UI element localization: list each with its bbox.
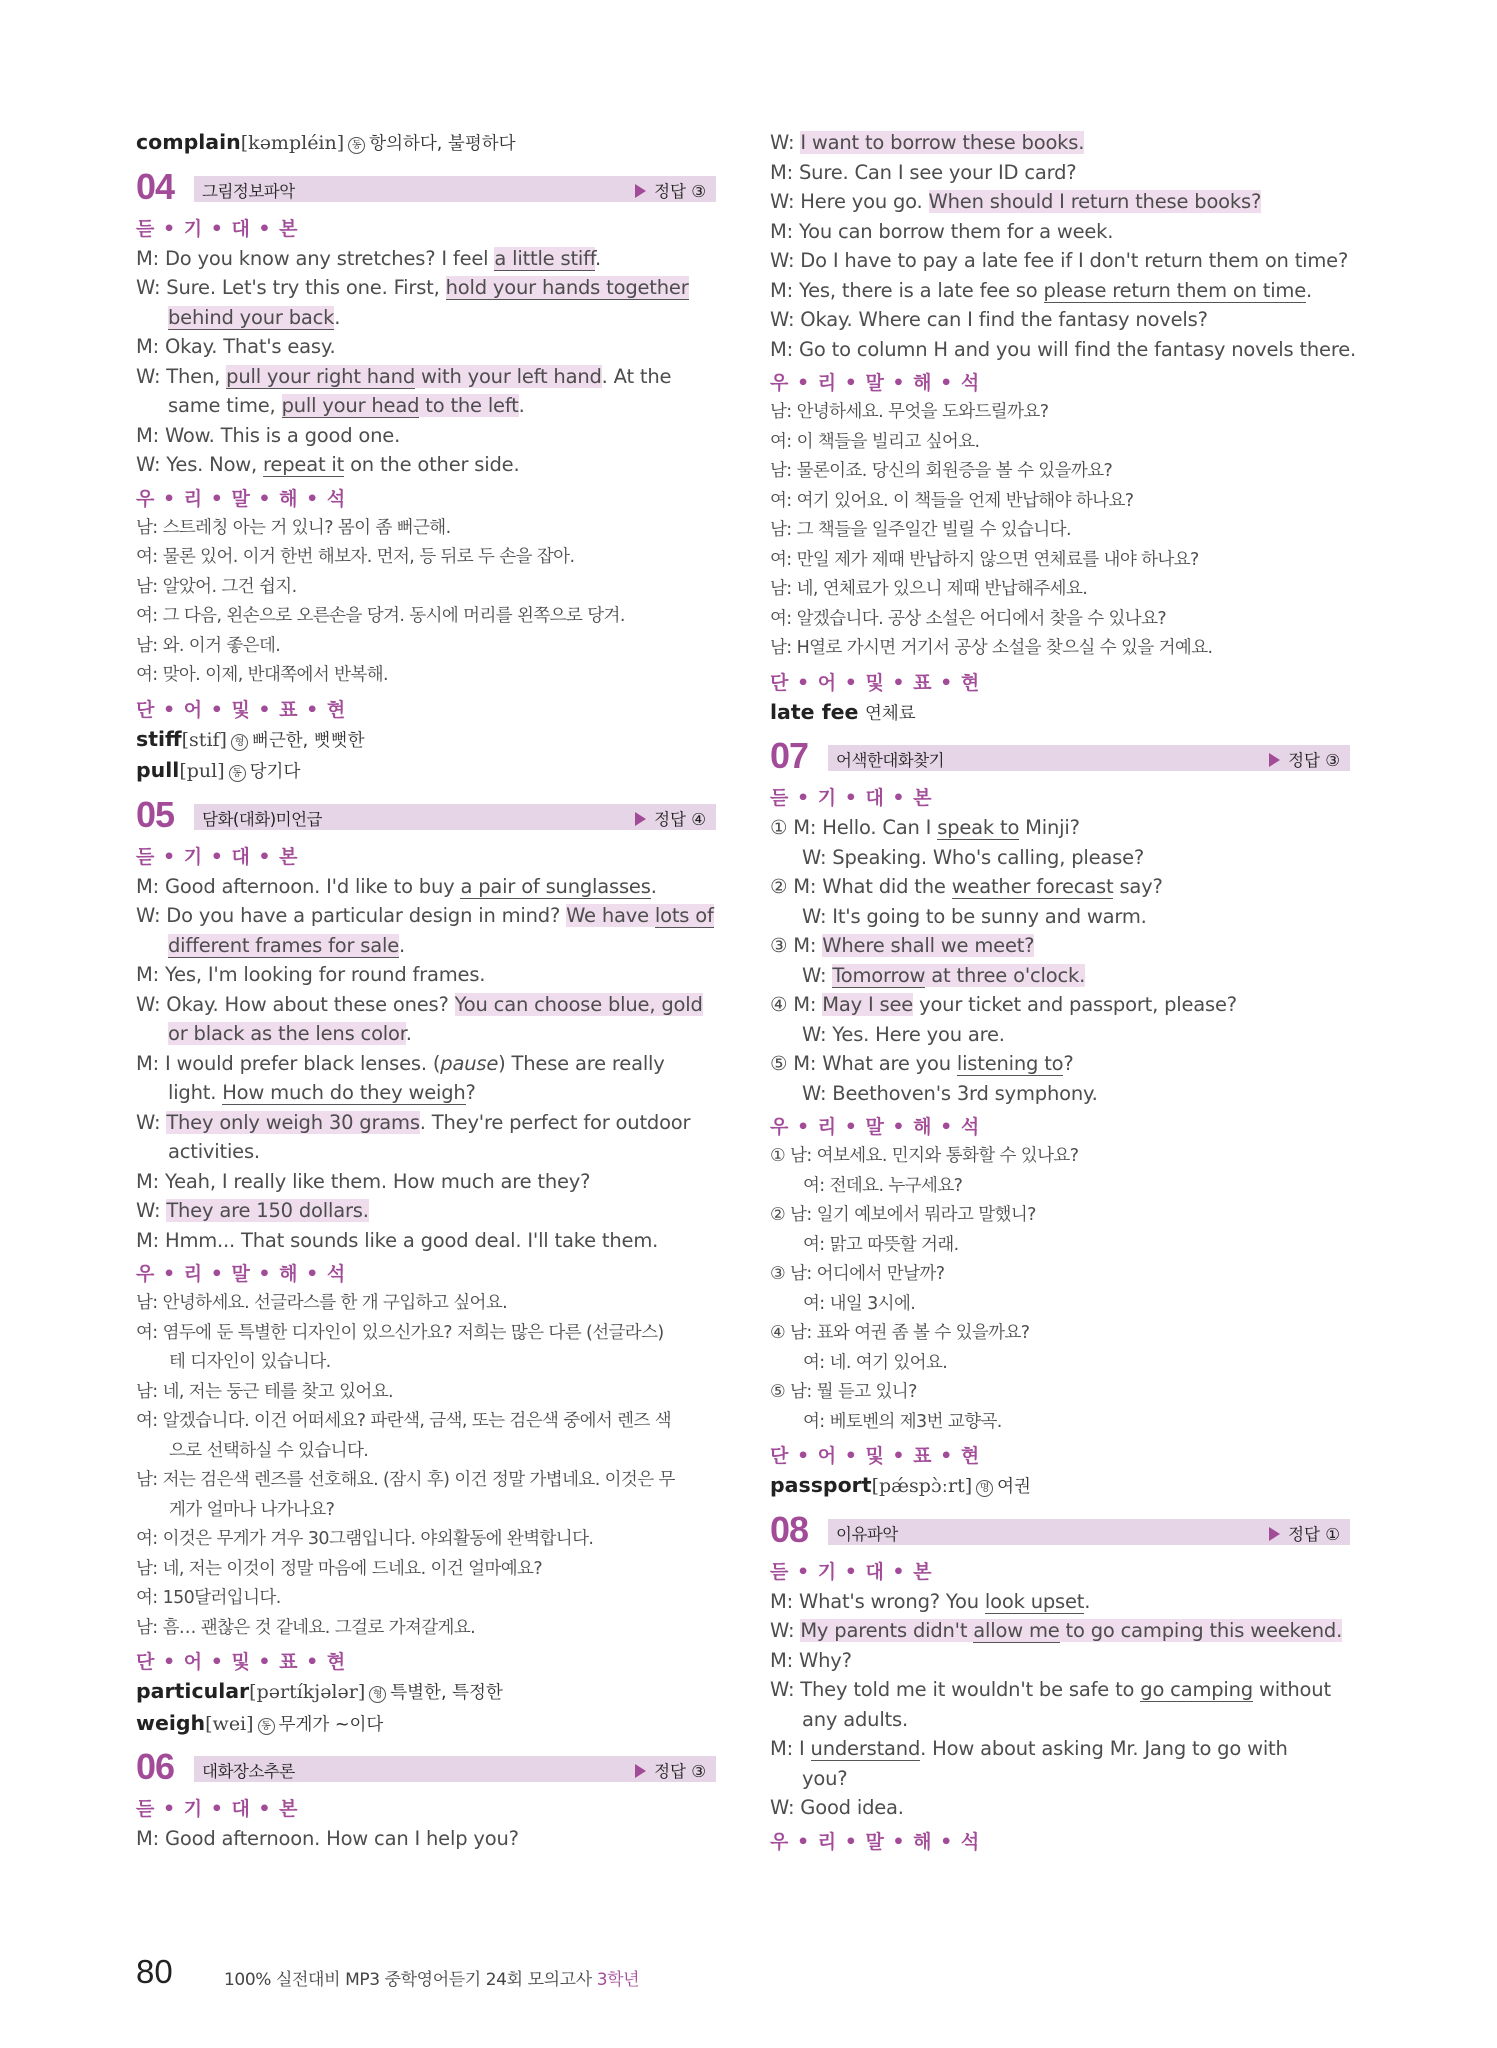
script-line: M: Do you know any stretches? I feel a little stiff. [136, 246, 602, 270]
script-line: ⑤ M: What are you listening to? [770, 1052, 1074, 1075]
script-line: W: Here you go. When should I return these books? [770, 190, 1262, 213]
script-line: ① M: Hello. Can I speak to Minji? [770, 816, 1080, 839]
script-label: 듣 • 기 • 대 • 본 [136, 845, 299, 868]
section-bar: 어색한대화찾기 정답 ③ [828, 745, 1350, 771]
left-column [136, 128, 716, 1854]
translation-line: 여: 내일 3시에. [803, 1293, 916, 1314]
translation-label: 우 • 리 • 말 • 해 • 석 [136, 1263, 347, 1285]
vocab-label: 단 • 어 • 및 • 표 • 현 [770, 1445, 981, 1467]
translation-line: 남: H열로 가시면 거기서 공상 소설을 찾으실 수 있을 거예요. [770, 638, 1213, 658]
script-line: W: Yes. Here you are. [802, 1022, 1005, 1046]
script-line: M: Good afternoon. How can I help you? [136, 1827, 519, 1850]
translation-line: ② 남: 일기 예보에서 뭐라고 말했니? [770, 1205, 1036, 1225]
section-06-header: 06 대화장소추론 정답 ③ [136, 1750, 716, 1788]
translation-label: 우 • 리 • 말 • 해 • 석 [770, 372, 981, 394]
translation-label: 우 • 리 • 말 • 해 • 석 [770, 1830, 981, 1853]
section-04-header: 04 그림정보파악 정답 ③ [136, 170, 716, 208]
script-line: W: Good idea. [770, 1796, 904, 1819]
page-number: 80 [136, 1953, 173, 1990]
translation-line: 여: 전데요. 누구세요? [803, 1175, 963, 1196]
translation-label: 우 • 리 • 말 • 해 • 석 [136, 487, 347, 510]
translation-line: 여: 맞아. 이제, 반대쪽에서 반복해. [136, 665, 388, 685]
translation-line: 남: 안녕하세요. 선글라스를 한 개 구입하고 싶어요. [136, 1293, 508, 1313]
translation-line: 여: 그 다음, 왼손으로 오른손을 당겨. 동시에 머리를 왼쪽으로 당겨. [136, 606, 625, 626]
script-label: 듣 • 기 • 대 • 본 [136, 217, 299, 240]
script-line: W: They told me it wouldn't be safe to go camping without [770, 1678, 1331, 1701]
translation-line: 남: 네, 저는 이것이 정말 마음에 드네요. 이건 얼마예요? [136, 1558, 543, 1579]
section-05-header: 05 담화(대화)미언급 정답 ④ [136, 798, 716, 836]
script-line: M: Wow. This is a good one. [136, 423, 401, 447]
script-line: activities. [168, 1140, 260, 1163]
book-title: 100% 실전대비 MP3 중학영어듣기 24회 모의고사 3학년 [224, 1970, 640, 1990]
translation-line: 여: 염두에 둔 특별한 디자인이 있으신가요? 저희는 많은 다른 (선글라스) [136, 1322, 664, 1343]
script-line: behind your back. [168, 305, 341, 329]
script-label: 듣 • 기 • 대 • 본 [136, 1798, 299, 1820]
script-line: M: I would prefer black lenses. (pause) These are really [136, 1051, 665, 1075]
translation-line: 남: 저는 검은색 렌즈를 선호해요. (잠시 후) 이건 정말 가볍네요. 이것은 무 [136, 1470, 675, 1490]
section-bar: 그림정보파악 정답 ③ [194, 176, 716, 202]
section-08-header: 08 이유파악 정답 ① [770, 1513, 1350, 1551]
translation-line: 남: 스트레칭 아는 거 있니? 몸이 좀 뻐근해. [136, 517, 451, 538]
translation-line: 남: 물론이죠. 당신의 회원증을 볼 수 있을까요? [770, 461, 1113, 481]
translation-line: 남: 알았어. 그건 쉽지. [136, 576, 297, 597]
vocab-item: stiff[stif] 형 뻐근한, 뻣뻣한 [136, 726, 365, 751]
script-label: 듣 • 기 • 대 • 본 [770, 787, 933, 809]
play-triangle-icon [1269, 753, 1280, 767]
script-line: M: Okay. That's easy. [136, 335, 336, 358]
script-line: W: Sure. Let's try this one. First, hold your hands together [136, 276, 689, 299]
vocab-complain: complain[kəmpléin] 동 항의하다, 불평하다 [136, 130, 516, 154]
script-line: W: Do you have a particular design in mind? We have lots of [136, 904, 714, 927]
script-line: you? [802, 1766, 848, 1790]
page-footer [136, 1953, 1036, 1993]
script-line: W: They only weigh 30 grams. They're perfect for outdoor [136, 1110, 691, 1134]
script-line: any adults. [802, 1707, 908, 1731]
section-07-header: 07 어색한대화찾기 정답 ③ [770, 739, 1350, 777]
translation-line: 여: 알겠습니다. 공상 소설은 어디에서 찾을 수 있나요? [770, 608, 1167, 629]
translation-line: ① 남: 여보세요. 민지와 통화할 수 있나요? [770, 1146, 1079, 1166]
script-line: same time, pull your head to the left. [168, 394, 525, 417]
script-line: M: Sure. Can I see your ID card? [770, 160, 1077, 184]
translation-line: 여: 베토벤의 제3번 교향곡. [803, 1411, 1002, 1432]
script-line: M: What's wrong? You look upset. [770, 1589, 1091, 1613]
vocab-item: particular[pərtíkjələr] 형 특별한, 특정한 [136, 1679, 503, 1703]
script-line: W: It's going to be sunny and warm. [802, 904, 1147, 928]
script-line: light. How much do they weigh? [168, 1081, 476, 1104]
play-triangle-icon [1269, 1527, 1280, 1541]
translation-line: 여: 네. 여기 있어요. [803, 1352, 948, 1373]
play-triangle-icon [635, 1764, 646, 1778]
script-line: W: Speaking. Who's calling, please? [802, 845, 1145, 869]
script-line: ③ M: Where shall we meet? [770, 934, 1035, 957]
script-line: M: Yeah, I really like them. How much are they? [136, 1169, 591, 1193]
script-line: W: Yes. Now, repeat it on the other side. [136, 453, 520, 476]
vocab-item: pull[pul] 동 당기다 [136, 758, 301, 782]
script-line: M: Go to column H and you will find the fantasy novels there. [770, 337, 1357, 361]
script-line: W: Okay. Where can I find the fantasy novels? [770, 308, 1208, 331]
script-line: ② M: What did the weather forecast say? [770, 875, 1163, 898]
script-line: W: Do I have to pay a late fee if I don't return them on time? [770, 249, 1349, 272]
script-line: W: I want to borrow these books. [770, 131, 1085, 154]
script-line: different frames for sale. [168, 933, 406, 957]
script-line: M: I understand. How about asking Mr. Jang to go with [770, 1737, 1288, 1760]
play-triangle-icon [635, 812, 646, 826]
right-column [770, 128, 1357, 1857]
translation-line: ⑤ 남: 뭘 듣고 있니? [770, 1382, 917, 1402]
script-line: M: Yes, I'm looking for round frames. [136, 963, 486, 986]
vocab-item: passport[pǽspɔ̀ːrt] 명 여권 [770, 1473, 1031, 1497]
translation-line: 남: 네, 연체료가 있으니 제때 반납해주세요. [770, 579, 1088, 599]
script-line: W: My parents didn't allow me to go camping this weekend. [770, 1619, 1343, 1642]
script-label: 듣 • 기 • 대 • 본 [770, 1560, 933, 1583]
script-line: W: Tomorrow at three o'clock. [802, 963, 1086, 987]
translation-line: 여: 물론 있어. 이거 한번 해보자. 먼저, 등 뒤로 두 손을 잡아. [136, 547, 575, 567]
script-line: M: Why? [770, 1648, 852, 1672]
translation-line: 남: 안녕하세요. 무엇을 도와드릴까요? [770, 402, 1049, 422]
translation-label: 우 • 리 • 말 • 해 • 석 [770, 1116, 981, 1138]
translation-line: 여: 알겠습니다. 이건 어떠세요? 파란색, 금색, 또는 검은색 중에서 렌즈 색 [136, 1411, 672, 1431]
translation-line: 여: 이것은 무게가 겨우 30그램입니다. 야외활동에 완벽합니다. [136, 1529, 594, 1549]
translation-line: 남: 그 책들을 일주일간 빌릴 수 있습니다. [770, 520, 1071, 540]
translation-line: 여: 맑고 따뜻할 거래. [803, 1234, 959, 1255]
section-bar: 담화(대화)미언급 정답 ④ [194, 804, 716, 830]
translation-line: 남: 흠… 괜찮은 것 같네요. 그걸로 가져갈게요. [136, 1617, 476, 1638]
translation-line: 으로 선택하실 수 있습니다. [169, 1440, 369, 1461]
play-triangle-icon [635, 184, 646, 198]
translation-line: 게가 얼마나 나가나요? [169, 1499, 335, 1520]
script-line: or black as the lens color. [168, 1022, 412, 1045]
translation-line: 여: 150달러입니다. [136, 1588, 281, 1608]
script-line: W: They are 150 dollars. [136, 1199, 369, 1222]
translation-line: 여: 만일 제가 제때 반납하지 않으면 연체료를 내야 하나요? [770, 549, 1199, 570]
script-line: M: Yes, there is a late fee so please return them on time. [770, 278, 1313, 302]
script-line: W: Okay. How about these ones? You can choose blue, gold [136, 992, 703, 1016]
script-line: W: Then, pull your right hand with your left hand. At the [136, 364, 672, 388]
section-bar: 이유파악 정답 ① [828, 1519, 1350, 1545]
script-line: M: Good afternoon. I'd like to buy a pair of sunglasses. [136, 874, 657, 898]
script-line: W: Beethoven's 3rd symphony. [802, 1081, 1098, 1105]
vocab-label: 단 • 어 • 및 • 표 • 현 [136, 1651, 347, 1673]
script-line: M: Hmm... That sounds like a good deal. I'll take them. [136, 1228, 659, 1252]
vocab-label: 단 • 어 • 및 • 표 • 현 [770, 671, 981, 694]
translation-line: 테 디자인이 있습니다. [169, 1352, 331, 1372]
vocab-item: late fee 연체료 [770, 699, 916, 724]
translation-line: 여: 이 책들을 빌리고 싶어요. [770, 431, 980, 452]
vocab-item: weigh[wei] 동 무게가 ~이다 [136, 1710, 384, 1735]
script-line: ④ M: May I see your ticket and passport, please? [770, 993, 1237, 1016]
translation-line: 여: 여기 있어요. 이 책들을 언제 반납해야 하나요? [770, 490, 1134, 511]
translation-line: 남: 네, 저는 둥근 테를 찾고 있어요. [136, 1381, 393, 1402]
translation-line: 남: 와. 이거 좋은데. [136, 635, 281, 656]
translation-line: ④ 남: 표와 여권 좀 볼 수 있을까요? [770, 1323, 1030, 1343]
vocab-label: 단 • 어 • 및 • 표 • 현 [136, 698, 347, 721]
translation-line: ③ 남: 어디에서 만날까? [770, 1264, 945, 1284]
script-line: M: You can borrow them for a week. [770, 219, 1114, 243]
section-bar: 대화장소추론 정답 ③ [194, 1756, 716, 1782]
